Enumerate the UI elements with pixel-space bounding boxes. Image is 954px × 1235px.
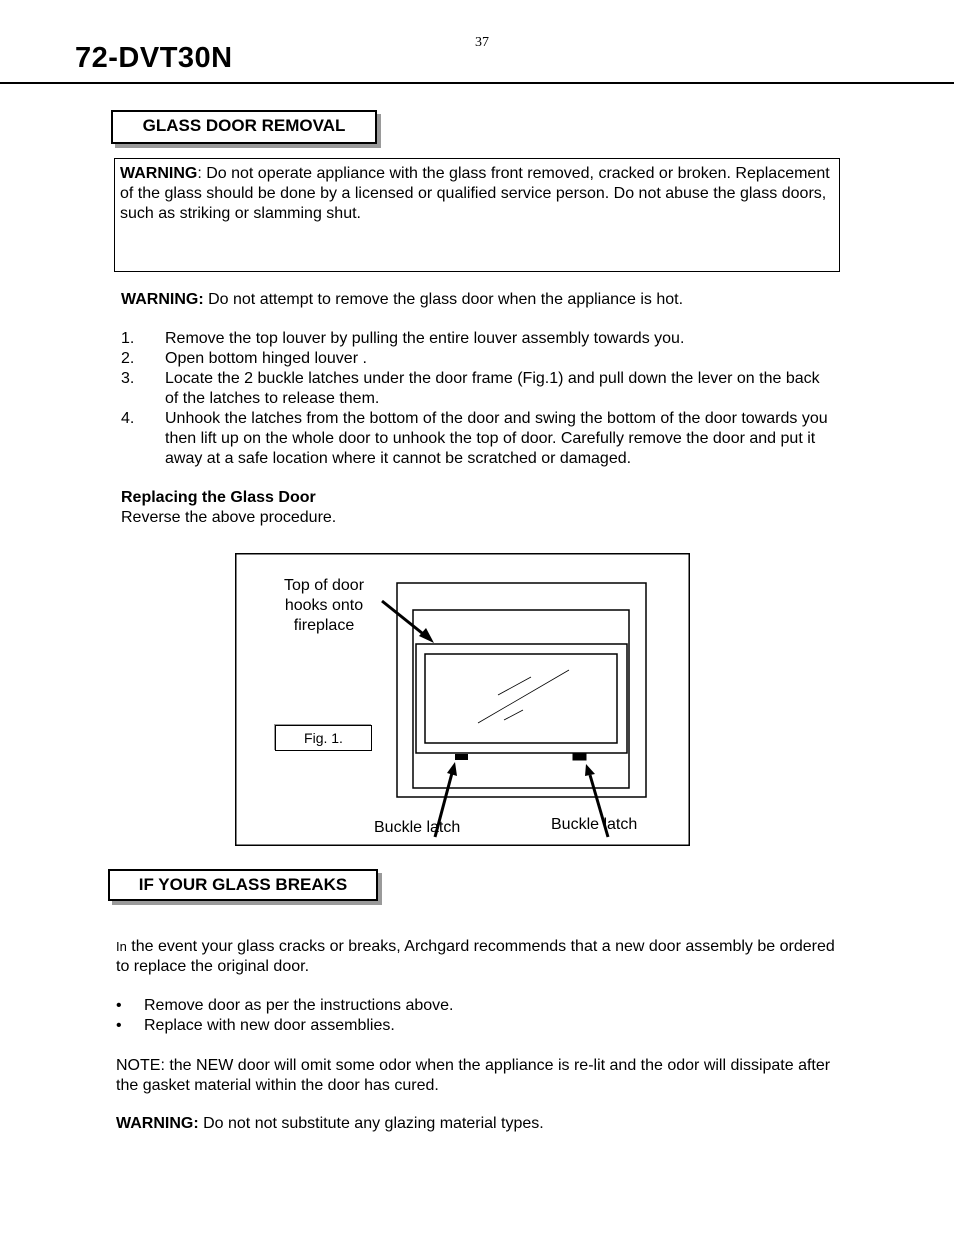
intro-initial: In	[116, 939, 127, 954]
label-line: hooks onto	[284, 597, 364, 614]
glass-pane	[425, 654, 617, 743]
arrow-top-line	[382, 601, 427, 637]
list-item	[121, 369, 833, 409]
list-item	[121, 409, 833, 469]
replacing-heading: Replacing the Glass Door	[121, 489, 316, 506]
buckle-latch-left-icon	[455, 754, 468, 760]
label-buckle-latch-left: Buckle latch	[374, 819, 461, 836]
step-number: 2.	[121, 350, 135, 367]
final-warning-label: WARNING:	[116, 1115, 199, 1132]
final-warning	[116, 1114, 844, 1134]
step-text: Remove the top louver by pulling the entire louver assembly towards you.	[165, 330, 685, 347]
bullet-icon: •	[116, 997, 122, 1014]
step-number: 1.	[121, 330, 135, 347]
header-rule	[0, 82, 954, 84]
step-text: Unhook the latches from the bottom of the door and swing the bottom of the door towards you then lift up on the whole door to unhook the top of door. Carefully remove the door and put it away at a safe location where it cannot be scratched or damaged.	[165, 410, 828, 467]
fireplace-outline	[397, 583, 646, 797]
section-heading-if-your-glass-breaks	[108, 869, 378, 901]
glass-reflection	[498, 677, 531, 695]
glass-reflection	[504, 710, 523, 720]
replacing-text: Reverse the above procedure.	[121, 509, 337, 526]
step-number: 4.	[121, 410, 135, 427]
bullet-text: Remove door as per the instructions above.	[144, 997, 454, 1014]
glass-reflection	[478, 670, 569, 723]
step-text: Open bottom hinged louver .	[165, 350, 367, 367]
section-heading-text: IF YOUR GLASS BREAKS	[138, 875, 348, 894]
warning-text: : Do not operate appliance with the glass front removed, cracked or broken. Replacement of the glass should be done by a licensed or qualified service person. Do not abuse the glass doors, such as striking or slamming shut.	[120, 165, 830, 222]
removal-steps	[121, 329, 833, 469]
glass-breaks-bullets	[116, 996, 844, 1036]
glass-door	[416, 644, 627, 753]
section-heading-glass-door-removal	[111, 110, 377, 144]
replacing-block	[121, 488, 833, 528]
boxed-warning	[114, 158, 840, 272]
bullet-icon: •	[116, 1017, 122, 1034]
final-warning-text: Do not not substitute any glazing material types.	[198, 1115, 544, 1132]
warning-label: WARNING	[120, 165, 198, 182]
label-line: Top of door	[283, 577, 365, 594]
hot-warning-text: Do not attempt to remove the glass door when the appliance is hot.	[203, 291, 684, 308]
label-line: fireplace	[293, 617, 355, 634]
bullet-text: Replace with new door assemblies.	[144, 1017, 395, 1034]
arrow-right-head	[585, 764, 595, 776]
intro-text: the event your glass cracks or breaks, Archgard recommends that a new door assembly be ordered to replace the original door.	[116, 938, 835, 975]
figure-caption	[275, 725, 372, 751]
arrow-top-head	[419, 628, 434, 643]
odor-note: NOTE: the NEW door will omit some odor when the appliance is re-lit and the odor will dissipate after the gasket material within the door has cured.	[116, 1057, 831, 1094]
step-text: Locate the 2 buckle latches under the door frame (Fig.1) and pull down the lever on the back of the latches to release them.	[165, 370, 820, 407]
model-title: 72-DVT30N	[75, 42, 233, 74]
label-top-of-door	[265, 576, 383, 636]
hot-warning-label: WARNING:	[121, 291, 204, 308]
list-item	[116, 996, 844, 1016]
list-item	[121, 329, 833, 349]
list-item	[121, 349, 833, 369]
list-item	[116, 1016, 844, 1036]
step-number: 3.	[121, 370, 135, 387]
hot-warning	[121, 290, 841, 310]
figure-caption-text: Fig. 1.	[304, 730, 343, 746]
page-number: 37	[475, 35, 489, 50]
arrow-left-head	[447, 762, 457, 776]
door-frame	[413, 610, 629, 788]
buckle-latch-right-icon	[573, 754, 586, 760]
section-heading-text: GLASS DOOR REMOVAL	[142, 116, 346, 135]
label-buckle-latch-right: Buckle latch	[551, 816, 638, 833]
glass-breaks-intro	[116, 937, 844, 977]
figure-1	[235, 553, 690, 846]
